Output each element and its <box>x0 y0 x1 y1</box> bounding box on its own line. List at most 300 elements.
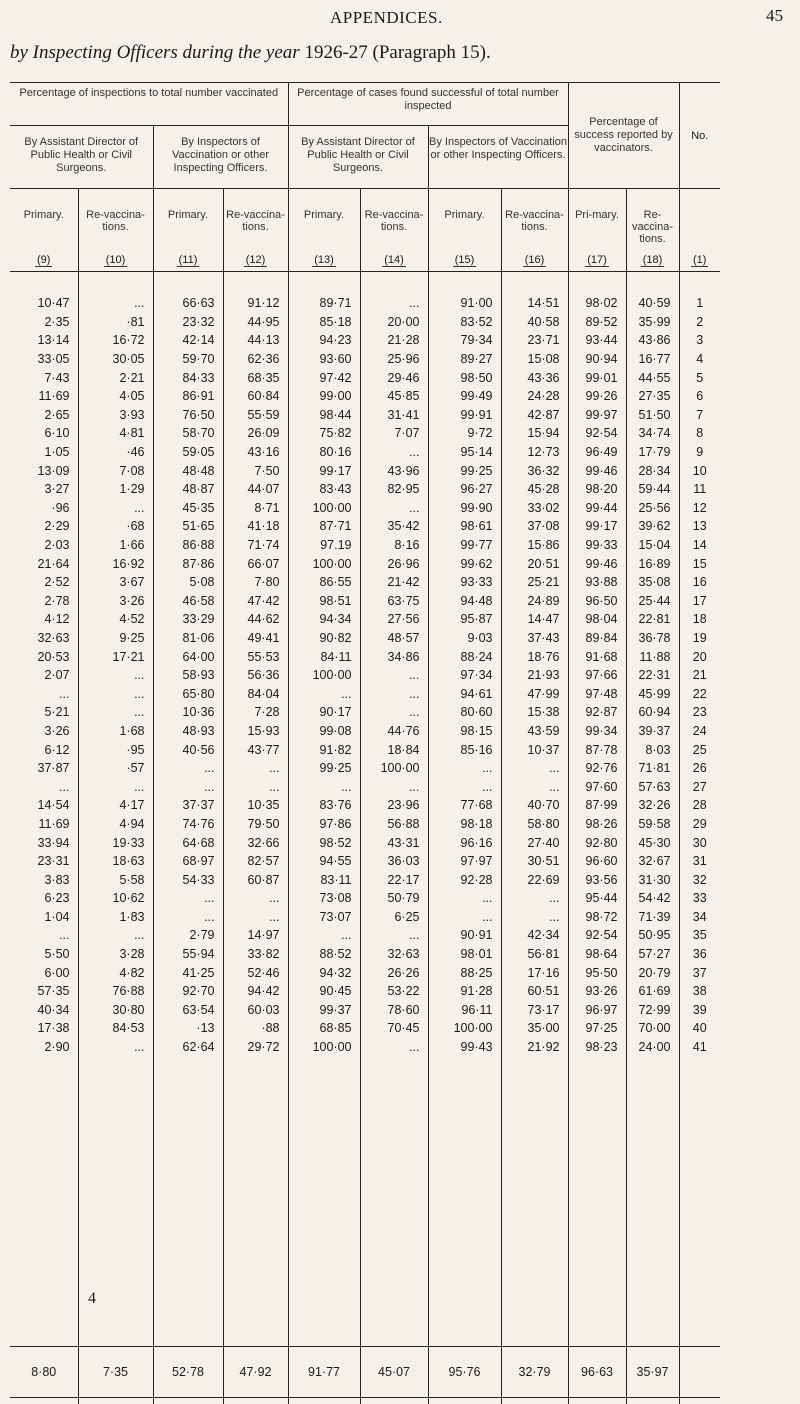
row-number-cell: 10 <box>679 461 720 480</box>
table-cell: 30·05 <box>78 350 153 369</box>
table-cell: 15·94 <box>501 424 568 443</box>
table-cell: 9·03 <box>428 629 501 648</box>
col-header-1: (1) <box>679 189 720 272</box>
table-cell: 59·58 <box>626 815 679 834</box>
table-cell: 10·62 <box>78 889 153 908</box>
table-cell: 42·14 <box>153 331 223 350</box>
table-cell: 32·63 <box>360 945 428 964</box>
table-cell: 2·07 <box>10 666 78 685</box>
table-cell: 27·56 <box>360 610 428 629</box>
table-cell: 99·46 <box>568 554 626 573</box>
table-cell: 87·86 <box>153 554 223 573</box>
table-cell: 99·26 <box>568 387 626 406</box>
table-row <box>10 647 720 666</box>
table-cell: 86·88 <box>153 536 223 555</box>
table-cell: 99·97 <box>568 406 626 425</box>
table-cell: 92·54 <box>568 424 626 443</box>
table-cell: ... <box>501 759 568 778</box>
table-cell: 1·68 <box>78 722 153 741</box>
table-cell: 16·77 <box>626 350 679 369</box>
table-cell: 21·64 <box>10 554 78 573</box>
table-cell: 43·77 <box>223 740 288 759</box>
col-header-12: Re-vaccina-tions. (12) <box>223 189 288 272</box>
row-number-cell: 13 <box>679 517 720 536</box>
table-cell: 3·26 <box>10 722 78 741</box>
table-cell: 48·48 <box>153 461 223 480</box>
table-cell: 92·76 <box>568 759 626 778</box>
table-cell: 87·78 <box>568 740 626 759</box>
table-cell: 99·62 <box>428 554 501 573</box>
table-cell: 98·26 <box>568 815 626 834</box>
row-number-cell: 18 <box>679 610 720 629</box>
row-number-cell: 2 <box>679 313 720 332</box>
table-cell: 20·51 <box>501 554 568 573</box>
totals-row <box>10 1347 720 1398</box>
table-cell: ·81 <box>78 313 153 332</box>
table-cell: 5·21 <box>10 703 78 722</box>
table-cell: 82·57 <box>223 852 288 871</box>
table-cell: 40·34 <box>10 1001 78 1020</box>
vaccination-table <box>10 82 720 1404</box>
table-cell: 97·97 <box>428 852 501 871</box>
col-header-16: Re-vaccina-tions. (16) <box>501 189 568 272</box>
table-cell: 60·94 <box>626 703 679 722</box>
table-cell: 16·89 <box>626 554 679 573</box>
table-cell: 55·53 <box>223 647 288 666</box>
table-cell: 66·07 <box>223 554 288 573</box>
table-row <box>10 889 720 908</box>
row-number-cell: 8 <box>679 424 720 443</box>
col-header-10: Re-vaccina-tions. (10) <box>78 189 153 272</box>
table-row <box>10 759 720 778</box>
table-cell: ... <box>288 777 360 796</box>
table-cell: 8·03 <box>626 740 679 759</box>
table-cell: 33·02 <box>501 499 568 518</box>
table-cell: 68·97 <box>153 852 223 871</box>
table-cell: 21·28 <box>360 331 428 350</box>
table-cell: 98·44 <box>288 406 360 425</box>
table-cell: ·57 <box>78 759 153 778</box>
table-cell: 6·12 <box>10 740 78 759</box>
table-cell: 25·21 <box>501 573 568 592</box>
table-cell: 17·21 <box>78 647 153 666</box>
table-cell: 18·63 <box>78 852 153 871</box>
table-cell: ... <box>78 926 153 945</box>
table-cell: 42·87 <box>501 406 568 425</box>
table-cell: 99·25 <box>288 759 360 778</box>
table-cell: 64·68 <box>153 833 223 852</box>
table-cell: 45·35 <box>153 499 223 518</box>
table-cell: 99·49 <box>428 387 501 406</box>
table-row <box>10 536 720 555</box>
table-cell: 20·79 <box>626 963 679 982</box>
row-number-cell: 26 <box>679 759 720 778</box>
table-cell: 98·02 <box>568 272 626 313</box>
table-cell: ... <box>153 759 223 778</box>
row-number-cell: 4 <box>679 350 720 369</box>
table-cell: 60·87 <box>223 870 288 889</box>
table-cell: ... <box>10 777 78 796</box>
table-cell: 18·76 <box>501 647 568 666</box>
total-cell: 35·97 <box>626 1347 679 1398</box>
table-cell: 26·09 <box>223 424 288 443</box>
table-cell: 1·29 <box>78 480 153 499</box>
table-cell: 61·69 <box>626 982 679 1001</box>
table-row <box>10 945 720 964</box>
table-cell: 24·00 <box>626 1038 679 1057</box>
table-row <box>10 443 720 462</box>
table-cell: 91·12 <box>223 272 288 313</box>
table-cell: 5·08 <box>153 573 223 592</box>
col-header-11: Primary. (11) <box>153 189 223 272</box>
table-cell: 8·16 <box>360 536 428 555</box>
table-row <box>10 1001 720 1020</box>
table-cell: 3·83 <box>10 870 78 889</box>
table-cell: 22·31 <box>626 666 679 685</box>
table-cell: ·96 <box>10 499 78 518</box>
table-cell: 95·14 <box>428 443 501 462</box>
table-row <box>10 722 720 741</box>
table-cell: 92·70 <box>153 982 223 1001</box>
table-cell: 35·00 <box>501 1019 568 1038</box>
total-cell <box>679 1347 720 1398</box>
row-number-cell: 24 <box>679 722 720 741</box>
table-cell: 7·80 <box>223 573 288 592</box>
table-row <box>10 926 720 945</box>
table-cell: 92·54 <box>568 926 626 945</box>
table-cell: 68·35 <box>223 368 288 387</box>
table-cell: 4·17 <box>78 796 153 815</box>
table-cell: 96·49 <box>568 443 626 462</box>
table-cell: 94·55 <box>288 852 360 871</box>
table-row <box>10 740 720 759</box>
table-cell: 99·00 <box>288 387 360 406</box>
table-cell: 2·90 <box>10 1038 78 1057</box>
row-number-cell: 28 <box>679 796 720 815</box>
row-number-cell: 20 <box>679 647 720 666</box>
table-cell: 98·52 <box>288 833 360 852</box>
table-cell: 89·52 <box>568 313 626 332</box>
row-number-cell: 23 <box>679 703 720 722</box>
row-number-cell: 19 <box>679 629 720 648</box>
table-cell: 25·56 <box>626 499 679 518</box>
table-cell: ... <box>360 499 428 518</box>
table-cell: 53·22 <box>360 982 428 1001</box>
page-number: 45 <box>766 6 783 26</box>
table-cell: 57·27 <box>626 945 679 964</box>
table-cell: 99·90 <box>428 499 501 518</box>
table-cell: 44·13 <box>223 331 288 350</box>
table-cell: ... <box>153 777 223 796</box>
table-cell: 33·29 <box>153 610 223 629</box>
table-cell: 98·18 <box>428 815 501 834</box>
table-cell: 6·00 <box>10 963 78 982</box>
table-cell: 88·24 <box>428 647 501 666</box>
table-cell: 45·28 <box>501 480 568 499</box>
table-cell: ... <box>223 759 288 778</box>
table-cell: 96·27 <box>428 480 501 499</box>
table-cell: 3·26 <box>78 592 153 611</box>
col-header-15: Primary. (15) <box>428 189 501 272</box>
table-cell: 100·00 <box>288 554 360 573</box>
table-cell: 94·61 <box>428 684 501 703</box>
table-cell: 14·97 <box>223 926 288 945</box>
table-cell: ... <box>428 777 501 796</box>
table-cell: 89·84 <box>568 629 626 648</box>
table-cell: 3·93 <box>78 406 153 425</box>
table-cell: 98·20 <box>568 480 626 499</box>
table-cell: 73·08 <box>288 889 360 908</box>
table-cell: 98·01 <box>428 945 501 964</box>
table-cell: 96·97 <box>568 1001 626 1020</box>
table-cell: 2·65 <box>10 406 78 425</box>
table-cell: 33·82 <box>223 945 288 964</box>
table-cell: ·68 <box>78 517 153 536</box>
table-cell: 44·76 <box>360 722 428 741</box>
table-cell: 3·67 <box>78 573 153 592</box>
row-number-cell: 3 <box>679 331 720 350</box>
table-cell: 50·79 <box>360 889 428 908</box>
table-cell: ·88 <box>223 1019 288 1038</box>
table-cell: 83·52 <box>428 313 501 332</box>
table-cell: ... <box>501 889 568 908</box>
row-number-cell: 6 <box>679 387 720 406</box>
row-number-cell: 1 <box>679 272 720 313</box>
table-cell: 83·43 <box>288 480 360 499</box>
table-cell: 4·05 <box>78 387 153 406</box>
row-number-cell: 33 <box>679 889 720 908</box>
table-cell: 32·66 <box>223 833 288 852</box>
table-cell: ... <box>360 684 428 703</box>
table-cell: ... <box>78 777 153 796</box>
table-cell: 97·34 <box>428 666 501 685</box>
table-cell: 98·64 <box>568 945 626 964</box>
table-cell: 1·05 <box>10 443 78 462</box>
table-cell: 90·82 <box>288 629 360 648</box>
table-cell: ... <box>501 908 568 927</box>
table-cell: 96·11 <box>428 1001 501 1020</box>
table-cell: ... <box>223 908 288 927</box>
table-cell: 71·74 <box>223 536 288 555</box>
table-cell: 55·59 <box>223 406 288 425</box>
table-cell: 37·37 <box>153 796 223 815</box>
table-cell: ... <box>10 926 78 945</box>
table-cell: 16·92 <box>78 554 153 573</box>
table-cell: 83·11 <box>288 870 360 889</box>
table-cell: 75·82 <box>288 424 360 443</box>
table-row <box>10 313 720 332</box>
table-row <box>10 815 720 834</box>
table-cell: 100·00 <box>288 666 360 685</box>
sub-inspectors-success-header: By Inspectors of Vaccination or other Inspecting Officers. <box>428 126 568 189</box>
table-row <box>10 1038 720 1057</box>
table-cell: 46·58 <box>153 592 223 611</box>
table-cell: 43·86 <box>626 331 679 350</box>
table-cell: ... <box>153 889 223 908</box>
table-cell: ... <box>360 703 428 722</box>
col-header-18: Re-vaccina-tions. (18) <box>626 189 679 272</box>
row-number-cell: 35 <box>679 926 720 945</box>
table-cell: 93·56 <box>568 870 626 889</box>
table-cell: 84·11 <box>288 647 360 666</box>
table-cell: 92·80 <box>568 833 626 852</box>
table-cell: 60·03 <box>223 1001 288 1020</box>
table-cell: 57·35 <box>10 982 78 1001</box>
table-cell: 56·81 <box>501 945 568 964</box>
table-cell: 31·30 <box>626 870 679 889</box>
table-cell: 60·51 <box>501 982 568 1001</box>
table-cell: ... <box>360 666 428 685</box>
row-number-cell: 27 <box>679 777 720 796</box>
table-cell: 56·36 <box>223 666 288 685</box>
table-cell: 16·72 <box>78 331 153 350</box>
group-reported-header: Percentage of success reported by vaccinators. <box>568 83 679 189</box>
table-cell: 63·75 <box>360 592 428 611</box>
table-cell: 66·63 <box>153 272 223 313</box>
table-cell: 2·21 <box>78 368 153 387</box>
table-cell: 96·60 <box>568 852 626 871</box>
table-cell: 98·72 <box>568 908 626 927</box>
table-cell: 92·28 <box>428 870 501 889</box>
table-cell: 37·43 <box>501 629 568 648</box>
sub-inspectors-header: By Inspectors of Vaccination or other Inspecting Officers. <box>153 126 288 189</box>
table-cell: 98·23 <box>568 1038 626 1057</box>
table-cell: 27·40 <box>501 833 568 852</box>
table-cell: 89·71 <box>288 272 360 313</box>
table-cell: 54·33 <box>153 870 223 889</box>
table-cell: 93·44 <box>568 331 626 350</box>
table-cell: 91·68 <box>568 647 626 666</box>
table-cell: 3·28 <box>78 945 153 964</box>
table-row <box>10 272 720 313</box>
table-cell: 59·44 <box>626 480 679 499</box>
table-cell: 97·66 <box>568 666 626 685</box>
row-number-cell: 21 <box>679 666 720 685</box>
table-cell: 36·03 <box>360 852 428 871</box>
table-cell: 6·23 <box>10 889 78 908</box>
table-cell: 76·50 <box>153 406 223 425</box>
table-cell: 40·58 <box>501 313 568 332</box>
row-number-cell: 32 <box>679 870 720 889</box>
table-cell: 74·76 <box>153 815 223 834</box>
table-cell: 45·30 <box>626 833 679 852</box>
table-row <box>10 573 720 592</box>
table-cell: 1·83 <box>78 908 153 927</box>
table-row <box>10 554 720 573</box>
table-row <box>10 480 720 499</box>
table-row <box>10 424 720 443</box>
total-cell: 96·63 <box>568 1347 626 1398</box>
table-cell: ... <box>153 908 223 927</box>
table-cell: 88·25 <box>428 963 501 982</box>
table-cell: 37·08 <box>501 517 568 536</box>
table-cell: 99·25 <box>428 461 501 480</box>
table-row <box>10 629 720 648</box>
table-cell: 45·85 <box>360 387 428 406</box>
table-cell: 2·29 <box>10 517 78 536</box>
group-inspections-header: Percentage of inspections to total number vaccinated <box>10 83 288 126</box>
table-cell: 24·28 <box>501 387 568 406</box>
table-cell: 98·04 <box>568 610 626 629</box>
table-cell: 48·57 <box>360 629 428 648</box>
table-cell: 77·68 <box>428 796 501 815</box>
table-cell: 100·00 <box>428 1019 501 1038</box>
table-cell: 9·25 <box>78 629 153 648</box>
table-cell: 97·86 <box>288 815 360 834</box>
row-number-cell: 29 <box>679 815 720 834</box>
table-row <box>10 387 720 406</box>
table-row <box>10 870 720 889</box>
table-cell: 35·42 <box>360 517 428 536</box>
table-row <box>10 703 720 722</box>
table-cell: 29·46 <box>360 368 428 387</box>
row-number-cell: 14 <box>679 536 720 555</box>
table-cell: 51·50 <box>626 406 679 425</box>
table-cell: 10·47 <box>10 272 78 313</box>
table-cell: 100·00 <box>288 1038 360 1057</box>
table-cell: 84·33 <box>153 368 223 387</box>
table-cell: 99·37 <box>288 1001 360 1020</box>
table-cell: 23·32 <box>153 313 223 332</box>
table-cell: ... <box>360 272 428 313</box>
table-cell: 43·31 <box>360 833 428 852</box>
table-cell: 59·70 <box>153 350 223 369</box>
table-cell: 49·41 <box>223 629 288 648</box>
table-cell: 97.19 <box>288 536 360 555</box>
table-cell: 2·35 <box>10 313 78 332</box>
table-cell: 32·26 <box>626 796 679 815</box>
table-cell: 73·07 <box>288 908 360 927</box>
table-cell: 95·87 <box>428 610 501 629</box>
table-cell: 4·52 <box>78 610 153 629</box>
table-cell: 62·36 <box>223 350 288 369</box>
table-cell: 95·44 <box>568 889 626 908</box>
table-cell: 14·47 <box>501 610 568 629</box>
table-title <box>10 42 491 64</box>
table-cell: 48·87 <box>153 480 223 499</box>
table-cell: 7·07 <box>360 424 428 443</box>
row-number-cell: 12 <box>679 499 720 518</box>
table-cell: 21·92 <box>501 1038 568 1057</box>
table-cell: 25·44 <box>626 592 679 611</box>
table-cell: 11·88 <box>626 647 679 666</box>
table-row <box>10 1019 720 1038</box>
table-cell: 72·99 <box>626 1001 679 1020</box>
table-cell: ... <box>78 703 153 722</box>
table-cell: 98·51 <box>288 592 360 611</box>
col-header-13: Primary. (13) <box>288 189 360 272</box>
table-cell: 96·50 <box>568 592 626 611</box>
table-row <box>10 331 720 350</box>
total-cell: 91·77 <box>288 1347 360 1398</box>
table-cell: 36·78 <box>626 629 679 648</box>
table-cell: 94·32 <box>288 963 360 982</box>
table-cell: 26·26 <box>360 963 428 982</box>
table-cell: 39·37 <box>626 722 679 741</box>
row-number-cell: 39 <box>679 1001 720 1020</box>
table-cell: 5·58 <box>78 870 153 889</box>
table-cell: 86·91 <box>153 387 223 406</box>
footer-mark: 4 <box>88 1290 96 1308</box>
table-cell: 84·53 <box>78 1019 153 1038</box>
row-number-cell: 25 <box>679 740 720 759</box>
table-cell: 43·36 <box>501 368 568 387</box>
table-cell: 40·70 <box>501 796 568 815</box>
row-number-cell: 31 <box>679 852 720 871</box>
total-cell: 52·78 <box>153 1347 223 1398</box>
table-cell: 44·95 <box>223 313 288 332</box>
table-cell: 82·95 <box>360 480 428 499</box>
